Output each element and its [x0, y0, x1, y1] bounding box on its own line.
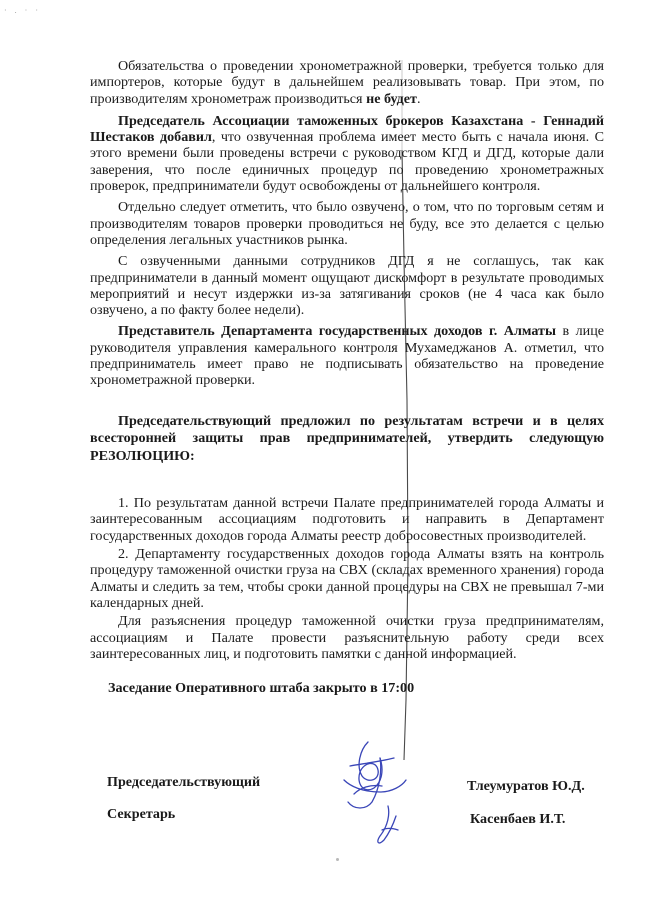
secretary-name: Касенбаев И.Т. [470, 811, 566, 827]
document-body [90, 58, 604, 702]
paragraph-disagreement: С озвученными данными сотрудников ДГД я не соглашусь, так как предприниматели в данный момент ощущают дискомфорт в результате проводимых мероприятий и несут издержки из-за затягивания сроков (не 4 часа как было озвучено, а по факту более недели). [90, 253, 604, 319]
handwritten-signature [320, 736, 430, 856]
chair-role-label: Председательствующий [107, 774, 261, 790]
paragraph-revenue-department: Представитель Департамента государственных доходов г. Алматы в лице руководителя управления камерального контроля Мухамеджанов А. отметил, что предприниматель имеет право не подписывать обязательство на проведение хронометражной проверки. [90, 323, 605, 389]
resolution-intro: Председательствующий предложил по результатам встречи и в целях всесторонней защиты прав предпринимателей, утвердить следующую РЕЗОЛЮЦИЮ: [90, 412, 604, 464]
resolution-item-3: Для разъяснения процедур таможенной очистки груза предпринимателям, ассоциациям и Палате провести разъяснительную работу среди всех заинтересованных лиц, и подготовить памятки с данной информацией. [90, 613, 604, 662]
paragraph-brokers-association: Председатель Ассоциации таможенных брокеров Казахстана - Геннадий Шестаков добавил, что озвученная проблема имеет место быть с начала июня. С этого времени были проведены встречи с руководством КГД и ДГД, которые дали заверения, что после единичных процедур по проведению хронометражных проверок, предприниматели будут освобождены от дальнейшего контроля. [90, 112, 604, 195]
resolution-item-1: 1. По результатам данной встречи Палате предпринимателей города Алматы и заинтересованным ассоциациям подготовить и направить в Департамент государственных доходов города Алматы реестр добросовестных производителей. [90, 495, 604, 544]
paragraph-obligations: Обязательства о проведении хронометражной проверки, требуется только для импортеров, которые будут в дальнейшем реализовывать товар. При этом, по производителям хронометраж производиться не будет. [90, 58, 604, 107]
scan-corner-mark: · . · · [4, 6, 41, 15]
paragraph-retail-checks: Отдельно следует отметить, что было озвучено, о том, что по торговым сетям и производителям товаров проверки проводиться не буду, все это делается с целью определения легальных участников рынка. [90, 199, 604, 248]
secretary-role-label: Секретарь [107, 806, 176, 822]
scan-speck [336, 858, 339, 861]
chair-name: Тлеумуратов Ю.Д. [467, 778, 585, 794]
resolution-item-2: 2. Департаменту государственных доходов города Алматы взять на контроль процедуру таможенной очистки груза на СВХ (складах временного хранения) города Алматы и следить за тем, чтобы сроки данной процедуры на СВХ не превышал 7-ми календарных дней. [90, 546, 604, 611]
meeting-closed-note: Заседание Оперативного штаба закрыто в 17:00 [108, 680, 415, 697]
